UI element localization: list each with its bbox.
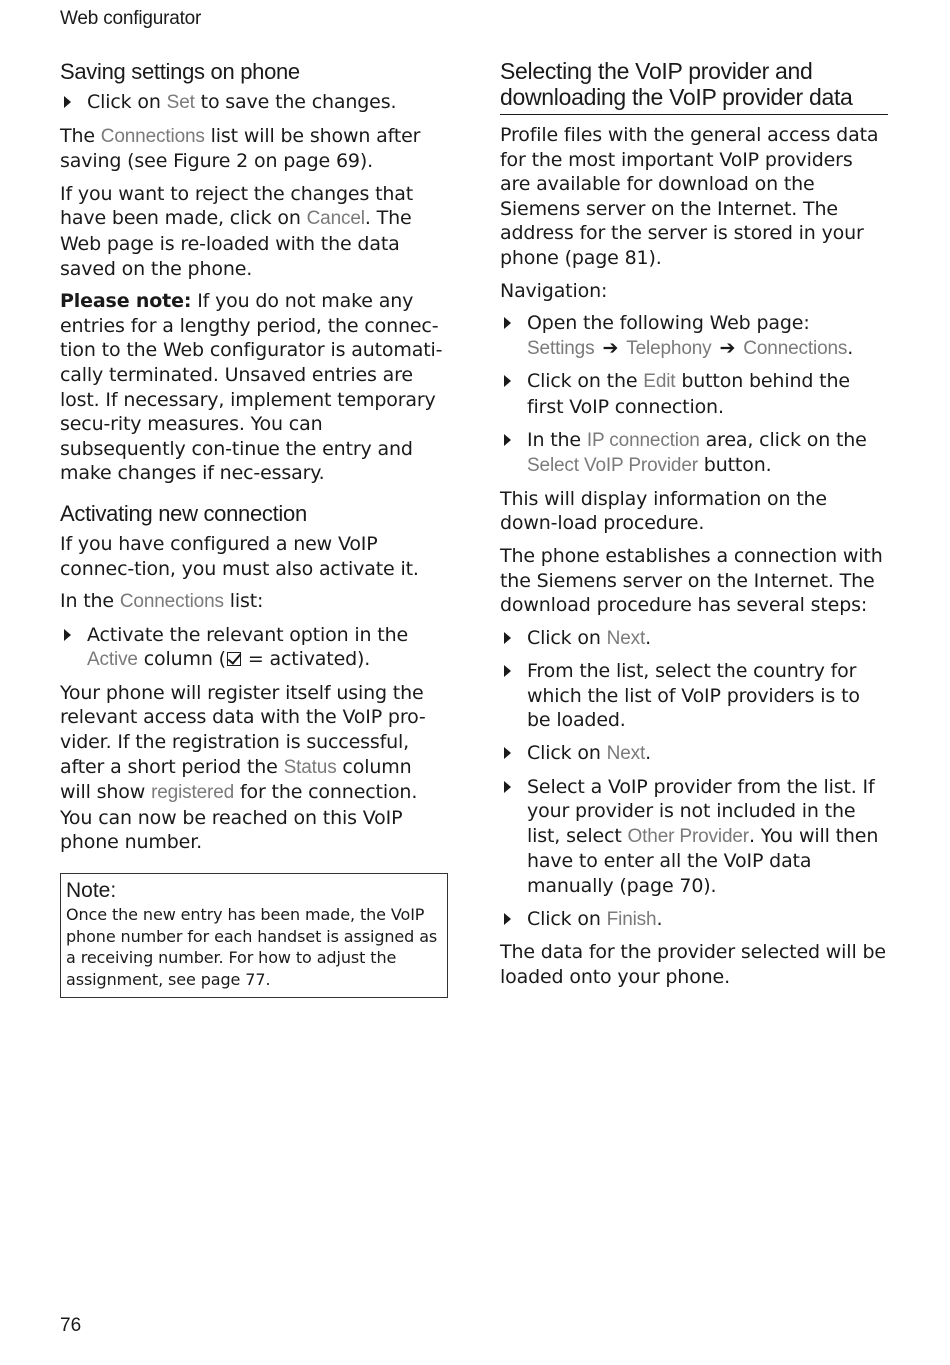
text: = activated). (241, 648, 371, 671)
text: From the list, select the country for which the list of VoIP providers is to be loaded. (527, 660, 860, 732)
bullet-step-select-provider (500, 775, 888, 899)
text: Click on (527, 742, 607, 765)
text: Activate the relevant option in the (87, 623, 409, 646)
text: Open the following Web page: (527, 312, 810, 335)
text: Click on (527, 626, 607, 649)
paragraph-please-note (60, 289, 448, 486)
menu-path-connections: Connections (743, 337, 848, 359)
ui-term-active: Active (87, 649, 138, 671)
paragraph-in-connections (60, 589, 448, 615)
ui-term-next: Next (606, 627, 646, 649)
bullet-triangle-icon (504, 747, 511, 759)
bullet-triangle-icon (64, 96, 71, 108)
ui-term-next: Next (606, 743, 646, 765)
text: list will be shown after saving (see Figure 2 on page 69). (60, 124, 421, 173)
bullet-step-country (500, 659, 888, 733)
running-header: Web configurator (60, 8, 202, 29)
text: . (656, 907, 663, 930)
menu-path-telephony: Telephony (626, 337, 712, 359)
text: column ( (137, 648, 226, 671)
heading-line: downloading the VoIP provider data (500, 84, 853, 110)
ui-term-set: Set (166, 92, 195, 113)
paragraph-cancel (60, 182, 448, 281)
please-note-label: Please note: (60, 290, 192, 313)
arrow-right-icon: ➔ (602, 336, 619, 359)
paragraph-data-loaded: The data for the provider selected will be loaded onto your phone. (500, 941, 886, 988)
bullet-step-finish (500, 907, 888, 933)
text: Click on (527, 907, 607, 930)
paragraph-profile-files: Profile files with the general access data for the most important VoIP providers are available for download on the Siemens server on the Internet. The address for the server is stored in your phone (page 81). (500, 124, 879, 269)
text: to save the changes. (194, 91, 397, 113)
paragraph-download-steps: The phone establishes a connection with the Siemens server on the Internet. The download procedure has several steps: (500, 544, 883, 617)
text: area, click on the (699, 428, 867, 451)
paragraph-connections-list (60, 124, 448, 174)
bullet-triangle-icon (504, 913, 511, 925)
text: If you do not make any entries for a lengthy period, the connec-tion to the Web configurator is automati-cally terminated. Unsaved entries are lost. If necessary, implement temporary secu-rity measures. You can subsequently con-tinue the entry and make changes if nec-essary. (60, 290, 443, 485)
text: Click on the (527, 370, 644, 393)
text: Click on (87, 91, 167, 113)
bullet-ip-connection (500, 428, 888, 479)
right-column (500, 58, 888, 997)
text: Select a VoIP provider from the list. If your provider is not included in the list, select (527, 775, 875, 847)
text: In the (527, 428, 587, 451)
text: . (847, 336, 854, 359)
paragraph-navigation: Navigation: (500, 279, 608, 302)
bullet-click-edit (500, 369, 888, 419)
bullet-triangle-icon (504, 665, 511, 677)
ui-term-connections: Connections (119, 591, 224, 613)
bullet-click-set (60, 90, 448, 116)
ui-term-edit: Edit (643, 371, 676, 393)
text: button. (697, 454, 772, 477)
bullet-step-next (500, 741, 888, 767)
bullet-open-web-page (500, 311, 888, 361)
text: . (645, 742, 652, 765)
bullet-activate-option (60, 623, 448, 673)
text: column will show (60, 755, 412, 804)
ui-term-status: Status (283, 756, 337, 778)
arrow-right-icon: ➔ (719, 336, 736, 359)
section-heading-voip-provider (500, 58, 888, 115)
text: The (60, 124, 101, 147)
text: Your phone will register itself using the relevant access data with the VoIP pro-vider. If the registration is successful, after a short period the (60, 681, 426, 778)
menu-path-settings: Settings (527, 337, 595, 359)
page-number: 76 (60, 1315, 82, 1336)
text: . You will then have to enter all the VoIP data manually (page 70). (527, 824, 879, 898)
ui-term-ip-connection: IP connection (586, 429, 700, 451)
text: If you want to reject the changes that have been made, click on (60, 182, 414, 230)
text: for the connection. You can now be reached on this VoIP phone number. (60, 781, 418, 854)
paragraph-register (60, 681, 448, 855)
text: . The Web page is re-loaded with the data saved on the phone. (60, 207, 412, 280)
text: list: (223, 590, 264, 613)
paragraph-display-info: This will display information on the down-load procedure. (500, 487, 827, 535)
ui-term-registered: registered (151, 782, 235, 804)
bullet-step-next (500, 626, 888, 652)
note-box (60, 873, 448, 998)
note-body: Once the new entry has been made, the VoIP phone number for each handset is assigned as a receiving number. For how to adjust the assignment, see page 77. (66, 905, 438, 989)
text: In the (60, 590, 120, 613)
bullet-triangle-icon (504, 632, 511, 644)
checked-checkbox-icon (227, 652, 241, 666)
ui-term-other-provider: Other Provider (627, 825, 749, 847)
ui-term-cancel: Cancel (306, 208, 365, 230)
text: . (645, 626, 652, 649)
ui-term-connections: Connections (100, 125, 205, 147)
bullet-triangle-icon (504, 781, 511, 793)
paragraph-activate-intro: If you have configured a new VoIP connec-tion, you must also activate it. (60, 532, 419, 580)
section-heading-saving: Saving settings on phone (60, 59, 300, 84)
bullet-triangle-icon (504, 375, 511, 387)
heading-line: Selecting the VoIP provider and (500, 58, 813, 84)
bullet-triangle-icon (504, 317, 511, 329)
left-column (60, 58, 448, 998)
note-title: Note: (66, 879, 117, 903)
section-heading-activating: Activating new connection (60, 500, 307, 526)
ui-term-finish: Finish (606, 908, 657, 930)
ui-term-select-voip-provider: Select VoIP Provider (527, 455, 698, 477)
bullet-triangle-icon (504, 434, 511, 446)
bullet-triangle-icon (64, 629, 71, 641)
text: button behind the first VoIP connection. (527, 370, 850, 418)
